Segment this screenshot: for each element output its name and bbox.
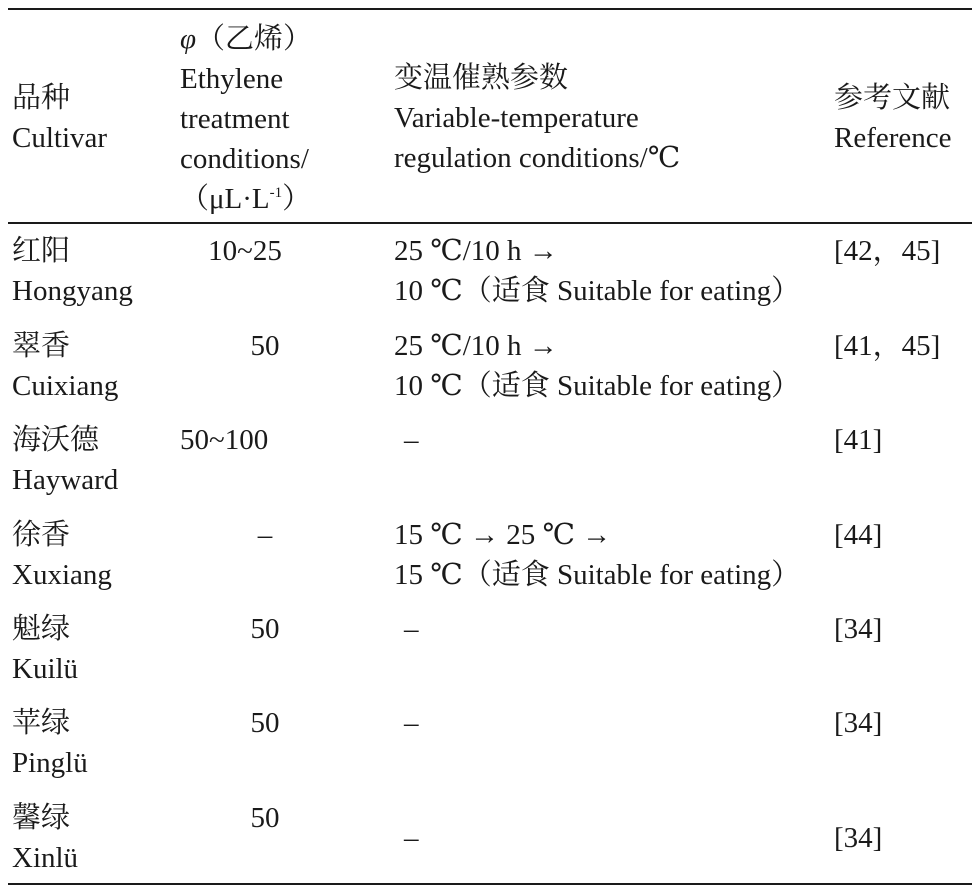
header-ethylene-zh: （乙烯） bbox=[196, 23, 313, 55]
unit-close: ） bbox=[282, 183, 312, 215]
table-row-temperature bbox=[404, 609, 419, 649]
cultivar-name-zh: 翠香 bbox=[12, 330, 71, 362]
table-row-name bbox=[12, 703, 88, 783]
table-row-reference: [34] bbox=[834, 822, 883, 854]
header-cultivar bbox=[12, 78, 107, 158]
temp-line-1: 15 ℃ → 25 ℃ → bbox=[394, 519, 612, 551]
table-row-temperature bbox=[404, 818, 419, 858]
cultivar-name-en: Xuxiang bbox=[12, 559, 112, 591]
bottom-rule bbox=[8, 883, 972, 885]
cultivar-name-zh: 馨绿 bbox=[12, 802, 71, 834]
header-ethylene-en-1: Ethylene bbox=[180, 63, 284, 95]
table-row-reference: [44] bbox=[834, 519, 883, 551]
header-reference bbox=[834, 78, 952, 158]
temp-line-1: 25 ℃/10 h → bbox=[394, 330, 558, 362]
cultivar-name-zh: 魁绿 bbox=[12, 613, 71, 645]
cultivar-name-zh: 红阳 bbox=[12, 235, 71, 267]
table-row-name bbox=[12, 798, 78, 878]
temp-line-1: – bbox=[404, 424, 419, 456]
table-row-ethylene: 50 bbox=[250, 707, 280, 739]
table-row-ethylene: 50 bbox=[250, 802, 280, 834]
cultivar-name-en: Kuilü bbox=[12, 653, 79, 685]
top-rule bbox=[8, 8, 972, 10]
header-ethylene-en-3: conditions/ bbox=[180, 143, 309, 175]
header-temperature bbox=[394, 58, 680, 178]
header-ethylene-en-2: treatment bbox=[180, 103, 290, 135]
table-row-reference: [34] bbox=[834, 613, 883, 645]
header-temp-en-2: regulation conditions/℃ bbox=[394, 142, 681, 174]
header-cultivar-en: Cultivar bbox=[12, 122, 108, 154]
temp-line-2: 15 ℃（适食 Suitable for eating） bbox=[394, 559, 801, 591]
cultivar-name-zh: 徐香 bbox=[12, 519, 71, 551]
header-cultivar-zh: 品种 bbox=[12, 82, 71, 114]
table-row-temperature bbox=[394, 326, 800, 406]
table-row-temperature bbox=[394, 231, 800, 311]
table-row-reference: [34] bbox=[834, 707, 883, 739]
table-row-ethylene: – bbox=[257, 519, 273, 551]
table-row-temperature bbox=[394, 515, 800, 595]
header-temp-zh: 变温催熟参数 bbox=[394, 62, 569, 94]
table-row-name bbox=[12, 326, 118, 406]
temp-line-1: 25 ℃/10 h → bbox=[394, 235, 558, 267]
header-rule bbox=[8, 222, 972, 224]
temp-line-1: – bbox=[404, 613, 419, 645]
cultivar-name-en: Hayward bbox=[12, 464, 119, 496]
header-ref-zh: 参考文献 bbox=[834, 82, 951, 114]
unit-sup: -1 bbox=[269, 185, 283, 201]
header-ethylene-unit bbox=[180, 179, 312, 219]
unit-open: （μL·L bbox=[180, 183, 270, 215]
table-row-reference: [41] bbox=[834, 424, 883, 456]
cultivar-name-zh: 海沃德 bbox=[12, 424, 100, 456]
cultivar-name-en: Pinglü bbox=[12, 747, 88, 779]
table-row-name bbox=[12, 420, 118, 500]
table-row-ethylene: 50~100 bbox=[180, 424, 269, 456]
table-row-ethylene: 50 bbox=[250, 613, 280, 645]
table-row-reference: [42，45] bbox=[834, 235, 941, 267]
temp-line-1: – bbox=[404, 822, 419, 854]
temp-line-2: 10 ℃（适食 Suitable for eating） bbox=[394, 275, 801, 307]
table-row-name bbox=[12, 515, 112, 595]
table-row-ethylene: 10~25 bbox=[208, 235, 282, 267]
cultivar-name-zh: 苹绿 bbox=[12, 707, 71, 739]
header-ref-en: Reference bbox=[834, 122, 952, 154]
table-row-temperature bbox=[404, 420, 419, 460]
header-ethylene bbox=[180, 19, 312, 219]
table-row-reference: [41，45] bbox=[834, 330, 941, 362]
phi-symbol: φ bbox=[180, 23, 197, 55]
table-row-temperature bbox=[404, 703, 419, 743]
table-row-name bbox=[12, 609, 78, 689]
temp-line-1: – bbox=[404, 707, 419, 739]
cultivar-name-en: Xinlü bbox=[12, 842, 79, 874]
temp-line-2: 10 ℃（适食 Suitable for eating） bbox=[394, 370, 801, 402]
table-row-name bbox=[12, 231, 133, 311]
header-temp-en-1: Variable-temperature bbox=[394, 102, 639, 134]
cultivar-name-en: Hongyang bbox=[12, 275, 133, 307]
header-ethylene-title bbox=[180, 19, 312, 59]
table-row-ethylene: 50 bbox=[250, 330, 280, 362]
cultivar-name-en: Cuixiang bbox=[12, 370, 119, 402]
